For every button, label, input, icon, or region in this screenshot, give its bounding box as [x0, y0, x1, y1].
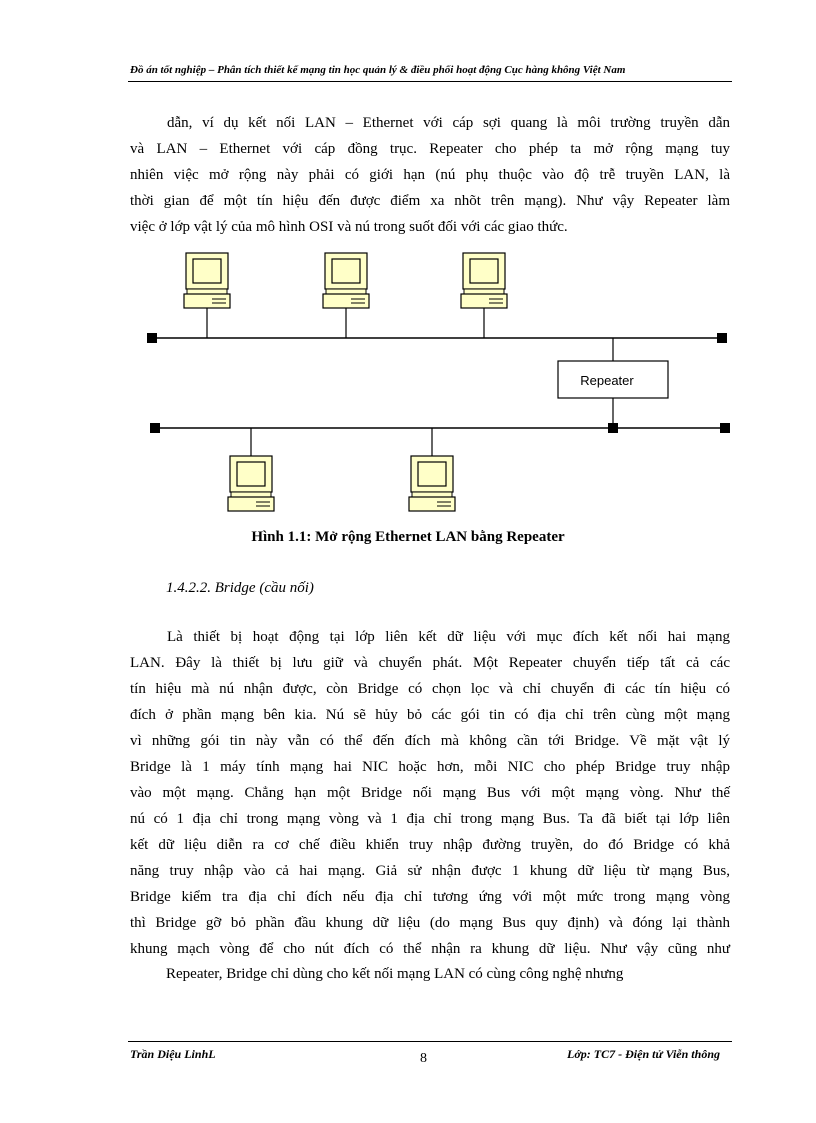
computer-icon — [409, 456, 455, 511]
top-bus-terminator-right — [717, 333, 727, 343]
paragraph-line: tín hiệu mà nú nhận được, còn Bridge có chọn lọc và chỉ chuyển đi các tín hiệu có — [130, 681, 730, 697]
paragraph-line: LAN. Đây là thiết bị lưu giữ và chuyển phát. Một Repeater chuyển tiếp tất cả các — [130, 655, 730, 671]
paragraph-line: và LAN – Ethernet với cáp đồng trục. Repeater cho phép ta mở rộng mạng tuy — [130, 141, 730, 157]
paragraph-final-line: Repeater, Bridge chỉ dùng cho kết nối mạng LAN có cùng công nghệ nhưng — [166, 966, 624, 982]
top-bus-terminator-left — [147, 333, 157, 343]
paragraph-line: vì những gói tin này vẫn có thể đến đích mà không cần tới Bridge. Về mặt vật lý — [130, 733, 730, 749]
repeater-label: Repeater — [580, 373, 634, 388]
repeater-junction — [608, 423, 618, 433]
bottom-bus-terminator-left — [150, 423, 160, 433]
computer-icon — [184, 253, 230, 308]
paragraph-line: Bridge là 1 máy tính mạng hai NIC hoặc hơn, mỗi NIC cho phép Bridge truy nhập — [130, 759, 730, 775]
bottom-bus-terminator-right — [720, 423, 730, 433]
paragraph-line: thì Bridge gỡ bỏ phần đầu khung dữ liệu (do mạng Bus quy định) và đóng lại thành — [130, 915, 730, 931]
running-header: Đồ án tốt nghiệp – Phân tích thiết kế mạng tin học quản lý & điều phối hoạt động Cục hàng không Việt Nam — [130, 64, 626, 76]
paragraph-line: Là thiết bị hoạt động tại lớp liên kết dữ liệu với mục đích kết nối hai mạng — [167, 629, 730, 645]
footer-author: Trần Diệu LinhL — [130, 1047, 216, 1061]
paragraph-line: nú có 1 địa chỉ trong mạng vòng và 1 địa chỉ trong mạng Bus. Ta đã biết tại lớp liên — [130, 811, 730, 827]
page-number: 8 — [420, 1051, 427, 1066]
computer-icon — [323, 253, 369, 308]
paragraph-line: việc ở lớp vật lý của mô hình OSI và nú trong suốt đối với các giao thức. — [130, 219, 568, 235]
computer-icon — [461, 253, 507, 308]
network-diagram — [0, 0, 816, 560]
paragraph-line: nhiên việc mở rộng này phải có giới hạn (nú phụ thuộc vào độ trễ truyền LAN, là — [130, 167, 730, 183]
figure-caption: Hình 1.1: Mở rộng Ethernet LAN bằng Repeater — [251, 529, 565, 545]
paragraph-line: đích ở phần mạng bên kia. Nú sẽ hủy bỏ các gói tin có địa chỉ trên cùng một mạng — [130, 707, 730, 723]
paragraph-line: khung mạch vòng để cho nút đích có thể nhận ra khung dữ liệu. Như vậy cũng như — [130, 941, 730, 957]
paragraph-line: thời gian để một tín hiệu đến được điểm xa nhõt trên mạng). Như vậy Repeater làm — [130, 193, 730, 209]
footer-rule — [128, 1041, 732, 1042]
paragraph-line: Bridge kiểm tra địa chỉ đích nếu địa chỉ tương ứng với một mức trong mạng vòng — [130, 889, 730, 905]
paragraph-2 — [130, 624, 730, 962]
paragraph-line: vào một mạng. Chẳng hạn một Bridge nối mạng Bus với một mạng vòng. Như thế — [130, 785, 730, 801]
section-heading: 1.4.2.2. Bridge (cầu nối) — [166, 580, 314, 596]
paragraph-line: kết dữ liệu diễn ra cơ chế điều khiển truy nhập đường truyền, do đó Bridge có khả — [130, 837, 730, 853]
computer-icon — [228, 456, 274, 511]
paragraph-line: dẫn, ví dụ kết nối LAN – Ethernet với cáp sợi quang là môi trường truyền dẫn — [167, 115, 730, 131]
footer-class-info: Lớp: TC7 - Điện tử Viễn thông — [567, 1047, 720, 1061]
paragraph-line: năng truy nhập vào cả hai mạng. Giả sử nhận được 1 khung dữ liệu từ mạng Bus, — [130, 863, 730, 879]
